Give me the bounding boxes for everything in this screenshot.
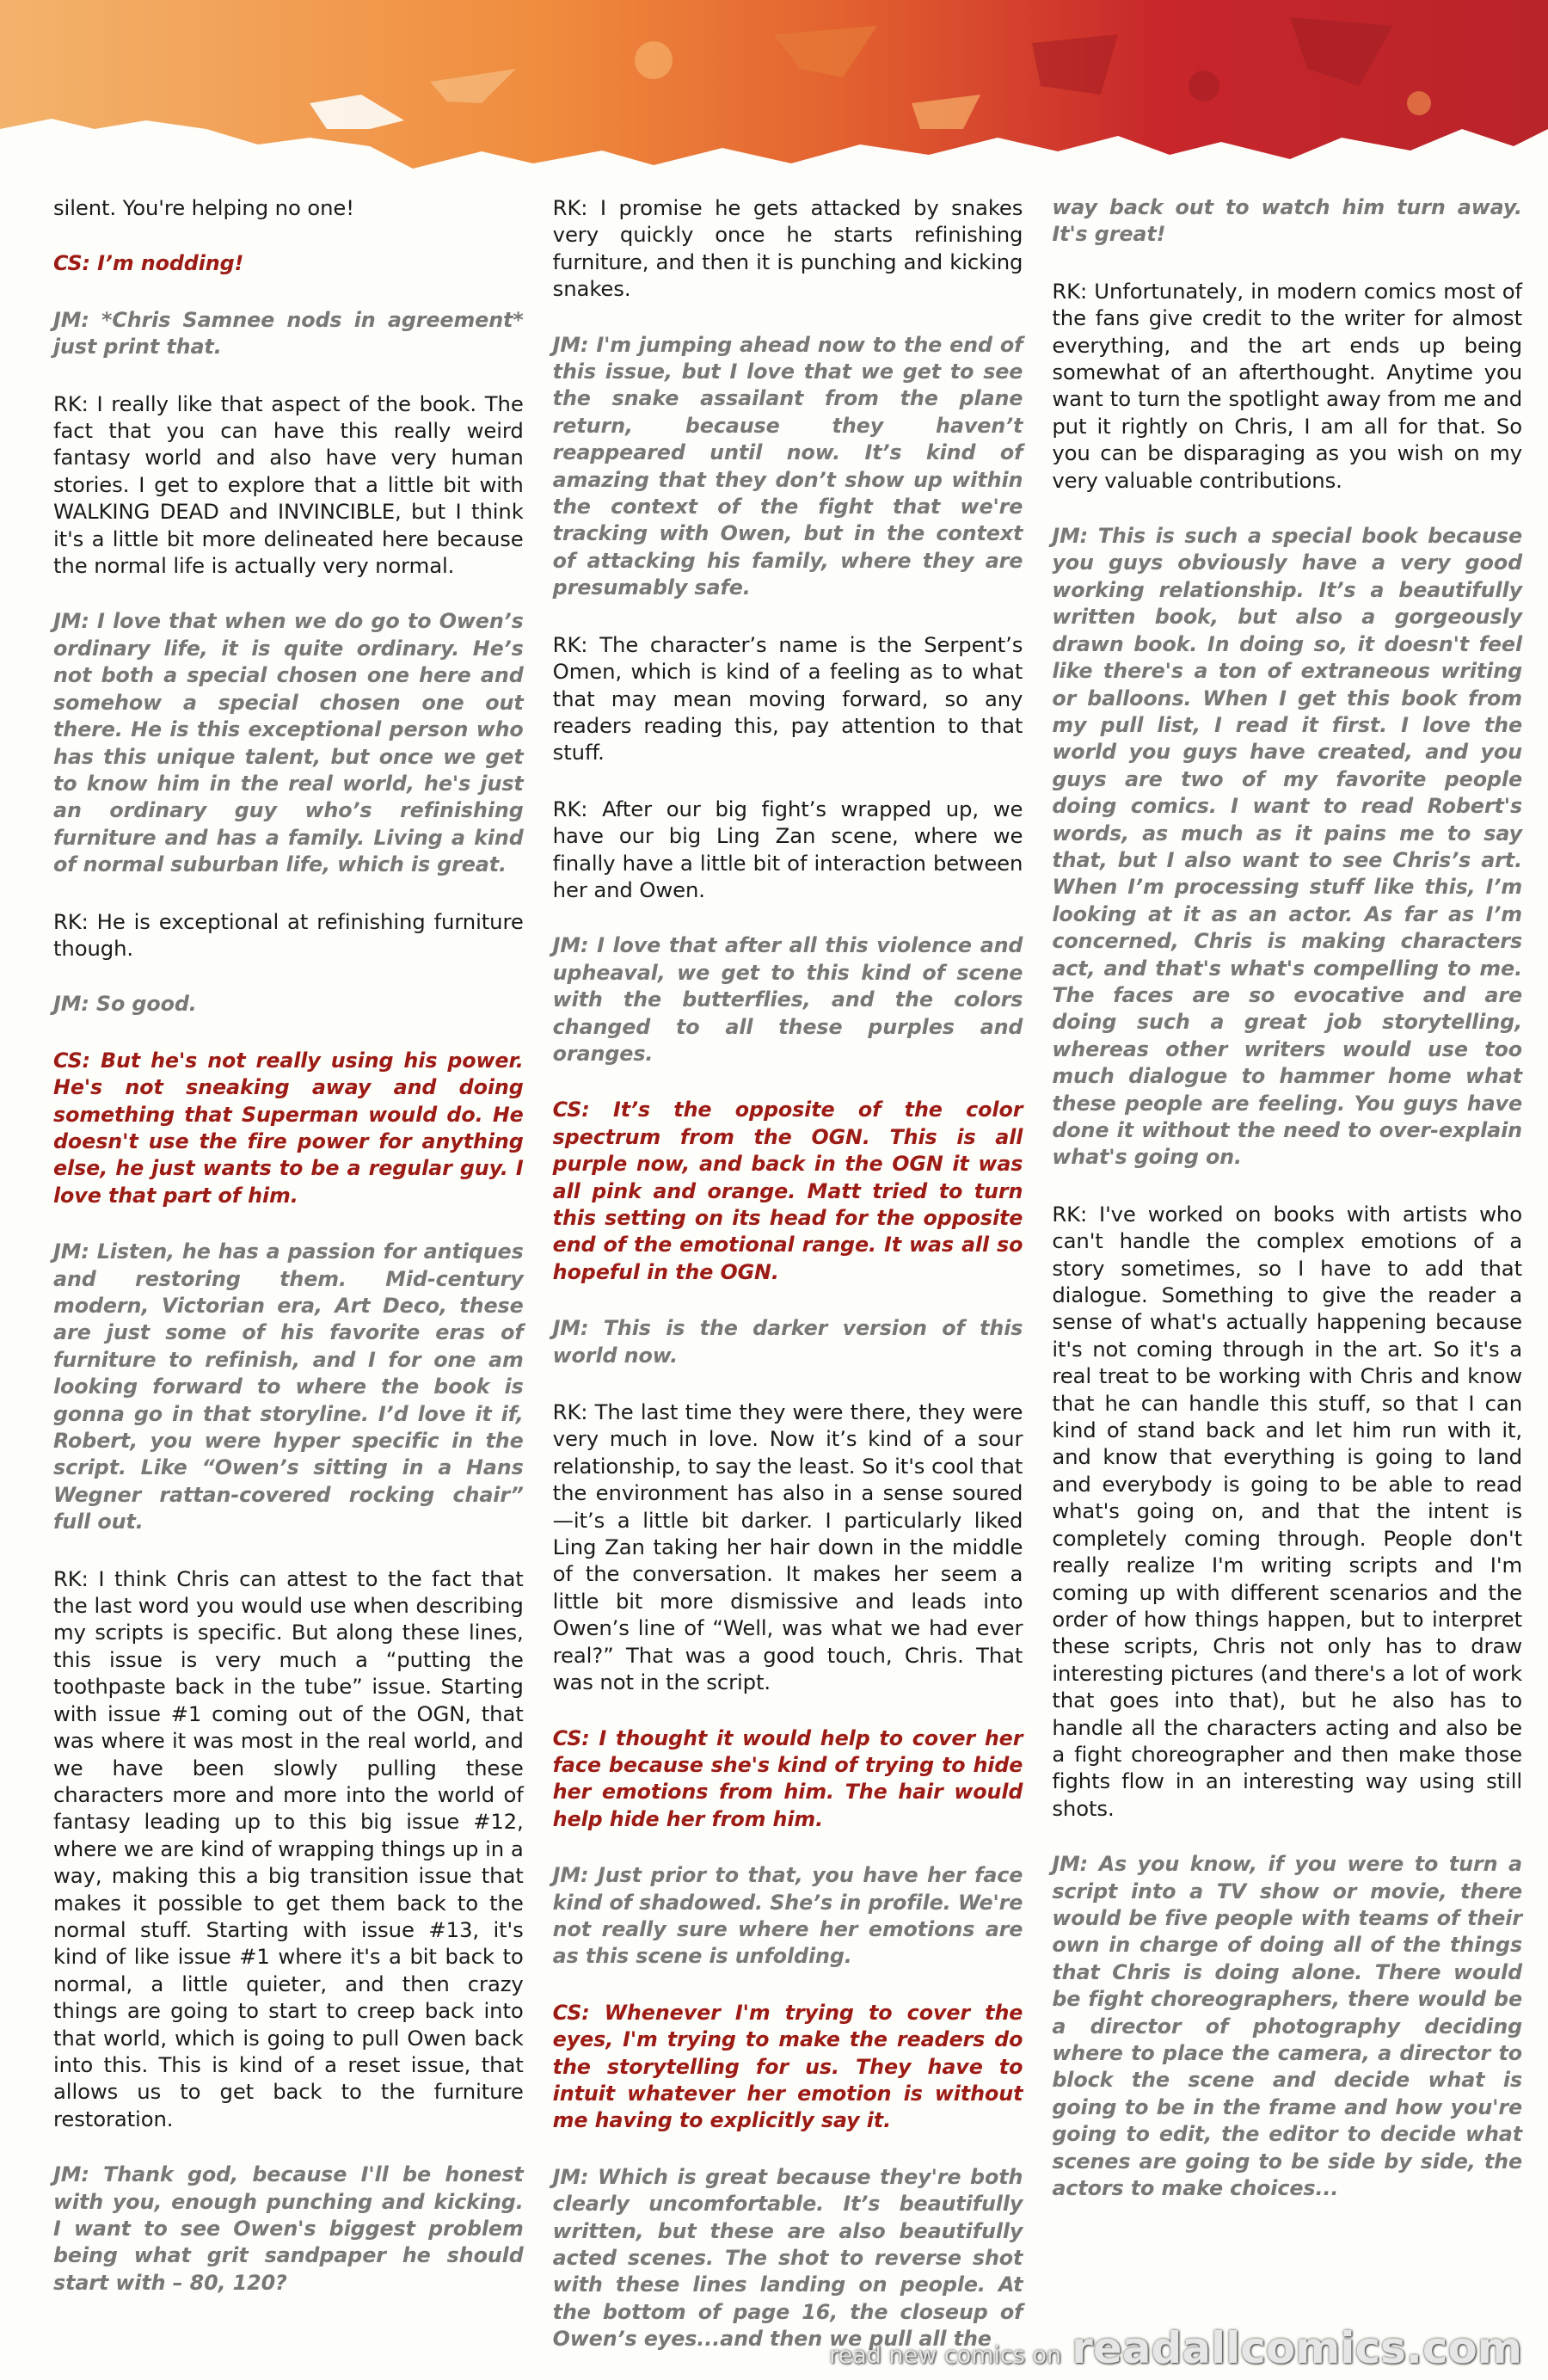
- jm-paragraph: JM: Listen, he has a passion for antiques and restoring them. Mid-century modern, Victorian era, Art Deco, these are just some of his favorite eras of furniture to refinish, and I for one am looking forward to where the book is gonna go in that storyline. I’d love it if, Robert, you were hyper specific in the script. Like “Owen’s sitting in a Hans Wegner rattan-covered rocking chair” full out.: [53, 1239, 524, 1534]
- rk-paragraph: RK: I've worked on books with artists who can't handle the complex emotions of a story sometimes, so I have to add that dialogue. Something to give the reader a sense of what's actually happening because it's not coming through in the art. So it's a real treat to be working with Chris and know that he can handle this stuff, so that I can kind of stand back and let him run with it, and know that everything is going to land and everybody is going to be able to read what's going on, and that the intent is completely coming through. People don't really realize I'm writing scripts and I'm coming up with different scenarios and the order of how things happen, but to interpret these scripts, Chris not only has to draw interesting pictures (and there's a lot of work that goes into that), but he also has to handle all the characters acting and also be a fight choreographer and then make those fights flow in an interesting way using still shots.: [1052, 1201, 1523, 1821]
- site-watermark: [829, 2323, 1522, 2373]
- jm-paragraph: JM: Which is great because they're both clearly uncomfortable. It’s beautifully written, but these are also beautifully acted scenes. The shot to reverse shot with these lines landing on people. At the bottom of page 16, the closeup of Owen’s eyes...and then we pull all the: [552, 2164, 1023, 2352]
- rk-paragraph: RK: After our big fight’s wrapped up, we have our big Ling Zan scene, where we finally have a little bit of interaction between her and Owen.: [552, 796, 1023, 902]
- watermark-caption: read new comics on: [829, 2342, 1062, 2369]
- rk-paragraph: RK: Unfortunately, in modern comics most of the fans give credit to the writer for almost everything, and the art ends up being somewhat of an afterthought. Anytime you want to turn the spotlight away from me and put it rightly on Chris, I am all for that. So you can be disparaging as you wish on my very valuable contributions.: [1052, 278, 1523, 493]
- jm-paragraph: JM: Thank god, because I'll be honest with you, enough punching and kicking. I want to see Owen's biggest problem being what grit sandpaper he should start with – 80, 120?: [53, 2162, 524, 2295]
- cs-paragraph: CS: Whenever I'm trying to cover the eyes, I'm trying to make the readers do the storytelling for us. They have to intuit whatever her emotion is without me having to explicitly say it.: [552, 2000, 1023, 2133]
- rk-paragraph: RK: I think Chris can attest to the fact that the last word you would use when describing my scripts is specific. But along these lines, this issue is very much a “putting the toothpaste back in the tube” issue. Starting with issue #1 coming out of the OGN, that was where it was most in the real world, and we have been slowly pulling these characters more and more into the world of fantasy leading up to this big issue #12, where we are kind of wrapping things up in a way, making this a big transition issue that makes it possible to get them back to the normal stuff. Starting with issue #13, it's kind of like issue #1 where it's a bit back to normal, a little quieter, and then crazy things are going to start to creep back into that world, which is going to pull Owen back into this. This is kind of a reset issue, that allows us to get back to the furniture restoration.: [53, 1565, 524, 2131]
- jm-paragraph: JM: I love that after all this violence and upheaval, we get to this kind of scene with the butterflies, and the colors changed to all these purples and oranges.: [552, 933, 1023, 1066]
- jm-paragraph: way back out to watch him turn away. It's great!: [1052, 195, 1523, 247]
- cs-paragraph: CS: It’s the opposite of the color spectrum from the OGN. This is all purple now, and back in the OGN it was all pink and orange. Matt tried to turn this setting on its head for the opposite end of the emotional range. It was all so hopeful in the OGN.: [552, 1098, 1023, 1284]
- rk-paragraph: RK: I really like that aspect of the book. The fact that you can have this really weird fantasy world and also have very human stories. I get to explore that a little bit with WALKING DEAD and INVINCIBLE, but I think it's a little bit more delineated here because the normal life is actually very normal.: [53, 391, 524, 579]
- jm-paragraph: JM: I'm jumping ahead now to the end of this issue, but I love that we get to see the snake assailant from the plane return, because they haven’t reappeared until now. It’s kind of amazing that they don’t show up within the context of the fight that we're tracking with Owen, but in the context of attacking his family, where they are presumably safe.: [552, 332, 1023, 600]
- rk-paragraph: RK: He is exceptional at refinishing furniture though.: [53, 908, 524, 961]
- jm-paragraph: JM: As you know, if you were to turn a script into a TV show or movie, there would be five people with teams of their own in charge of doing all of the things that Chris is doing alone. There would be fight choreographers, there would be a director of photography deciding where to place the camera, a director to block the scene and decide what is going to be in the frame and how you're going to edit, the editor to decide what scenes are going to be side by side, the actors to make choices...: [1052, 1852, 1523, 2201]
- jm-paragraph: JM: So good.: [53, 992, 197, 1017]
- jm-paragraph: JM: *Chris Samnee nods in agreement* just print that.: [53, 307, 524, 360]
- text-column-3: [1052, 194, 1522, 2328]
- watermark-site-name: readallcomics.com: [1072, 2323, 1522, 2373]
- rk-paragraph: RK: I promise he gets attacked by snakes very quickly once he starts refinishing furniture, and then it is punching and kicking snakes.: [552, 195, 1023, 302]
- jm-paragraph: JM: Just prior to that, you have her face kind of shadowed. She’s in profile. We're not really sure where her emotions are as this scene is unfolding.: [552, 1863, 1023, 1969]
- text-column-1: [53, 194, 524, 2328]
- jm-paragraph: JM: This is the darker version of this world now.: [552, 1316, 1023, 1368]
- rk-paragraph: RK: The character’s name is the Serpent’s Omen, which is kind of a feeling as to what that may mean moving forward, so any readers reading this, pay attention to that stuff.: [552, 631, 1023, 766]
- cs-paragraph: CS: But he's not really using his power. He's not sneaking away and doing something that Superman would do. He doesn't use the fire power for anything else, he just wants to be a regular guy. I love that part of him.: [53, 1048, 524, 1208]
- rk-paragraph: RK: The last time they were there, they were very much in love. Now it’s kind of a sour relationship, to say the least. So it's cool that the environment has also in a sense soured—it’s a little bit darker. I particularly liked Ling Zan taking her hair down in the middle of the conversation. It makes her seem a little bit more dismissive and leads into Owen’s line of “Well, was what we had ever real?” That was a good touch, Chris. That was not in the script.: [552, 1399, 1023, 1695]
- cs-paragraph: CS: I thought it would help to cover her face because she's kind of trying to hide her emotions from him. The hair would help hide her from him.: [552, 1725, 1023, 1831]
- header-banner: [0, 0, 1548, 198]
- rk-paragraph: silent. You're helping no one!: [53, 195, 354, 220]
- jm-paragraph: JM: I love that when we do go to Owen’s ordinary life, it is quite ordinary. He’s not both a special chosen one here and somehow a special chosen one out there. He is this exceptional person who has this unique talent, but once we get to know him in the real world, he's just an ordinary guy who’s refinishing furniture and has a family. Living a kind of normal suburban life, which is great.: [53, 609, 524, 877]
- jm-paragraph: JM: This is such a special book because you guys obviously have a very good working relationship. It’s a beautifully written book, but also a gorgeously drawn book. In doing so, it doesn't feel like there's a ton of extraneous writing or balloons. When I get this book from my pull list, I read it first. I love the world you guys have created, and you guys are two of my favorite people doing comics. I want to read Robert's words, as much as it pains me to say that, but I also want to see Chris’s art. When I’m processing stuff like this, I’m looking at it as an actor. As far as I’m concerned, Chris is making characters act, and that's what's compelling to me. The faces are so evocative and are doing such a great job storytelling, whereas other writers would use too much dialogue to hammer home what these people are feeling. You guys have done it without the need to over-explain what's going on.: [1052, 524, 1523, 1170]
- text-column-2: [552, 194, 1023, 2352]
- cs-paragraph: CS: I’m nodding!: [53, 251, 244, 276]
